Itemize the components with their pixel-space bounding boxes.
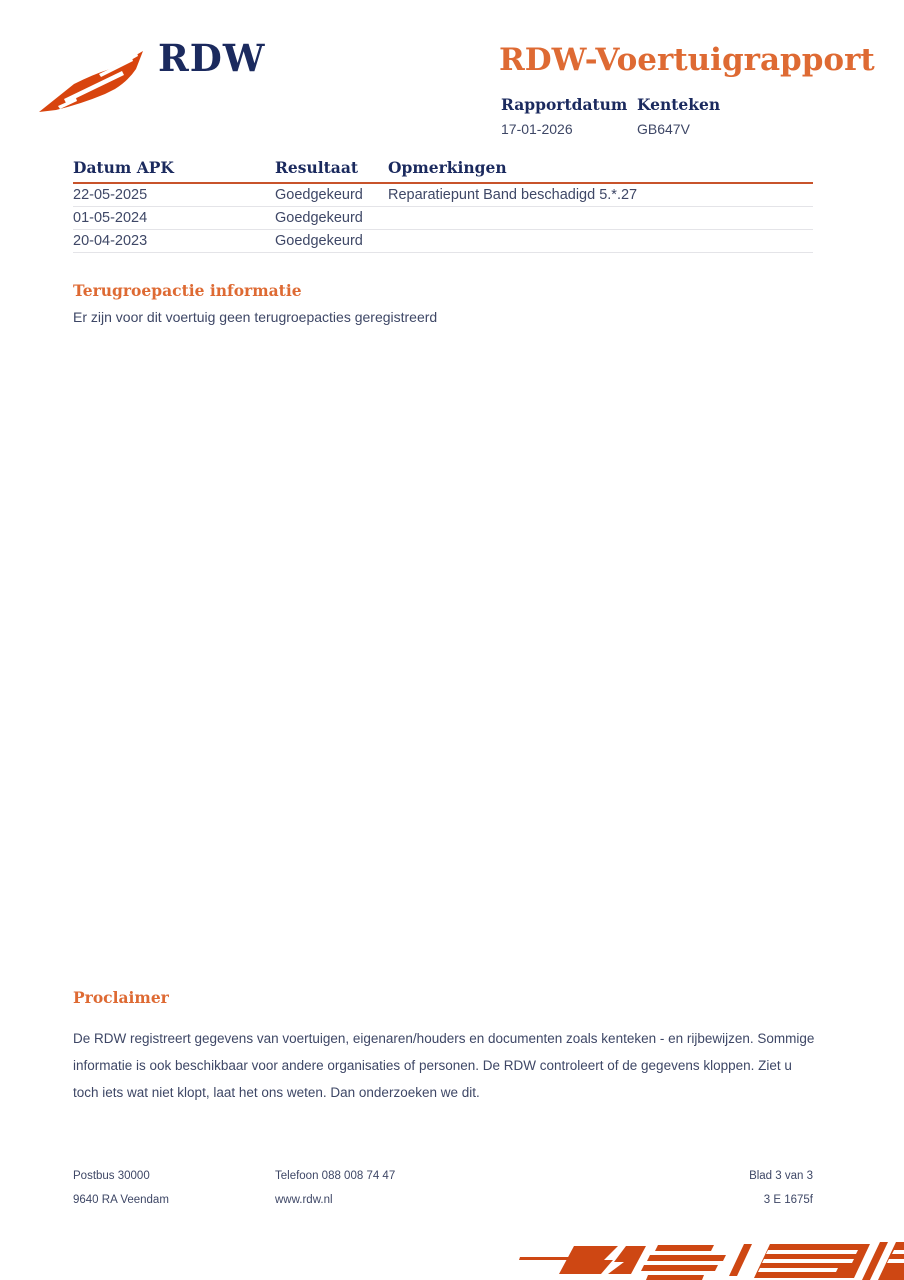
cell-opmerkingen: Reparatiepunt Band beschadigd 5.*.27 [388,187,638,203]
cell-datum: 20-04-2023 [73,233,148,249]
table-row [73,230,813,253]
footer-website: www.rdw.nl [275,1194,333,1206]
proclaimer-heading: Proclaimer [73,988,169,1007]
feather-stripes-graphic-icon [518,1238,904,1280]
proclaimer-text: De RDW registreert gegevens van voertuigen, eigenaren/houders en documenten zoals kenteken - en rijbewijzen. Sommige informatie is ook beschikbaar voor andere organisaties of personen. De RDW controleert of de gegevens kloppen. Ziet u toch iets wat niet klopt, laat het ons weten. Dan onderzoeken we dit. [73,1031,815,1100]
footer-address-line2: 9640 RA Veendam [73,1194,169,1206]
report-date-value: 17-01-2026 [501,121,573,137]
cell-datum: 01-05-2024 [73,210,148,226]
apk-history-table [73,158,813,253]
column-header-opmerkingen: Opmerkingen [388,158,507,177]
table-row [73,207,813,230]
proclaimer-section [73,988,815,1106]
license-plate-label: Kenteken [637,95,721,114]
footer-doc-code: 3 E 1675f [763,1194,813,1206]
report-meta [501,95,720,137]
cell-resultaat: Goedgekeurd [275,210,363,226]
page-title: RDW-Voertuigrapport [499,42,875,78]
rdw-feather-logo-icon [36,48,152,118]
cell-resultaat: Goedgekeurd [275,233,363,249]
cell-opmerkingen [388,233,813,248]
license-plate-value: GB647V [637,121,690,137]
footer-row [73,1170,813,1194]
recall-text: Er zijn voor dit voertuig geen terugroepacties geregistreerd [73,309,438,325]
footer-phone: Telefoon 088 008 74 47 [275,1170,396,1182]
rdw-wordmark: RDW [158,36,266,80]
cell-datum: 22-05-2025 [73,187,148,203]
table-row [73,184,813,207]
table-header-row [73,158,813,184]
column-header-datum-apk: Datum APK [73,158,174,177]
recall-heading: Terugroepactie informatie [73,281,302,300]
footer-page-info: Blad 3 van 3 [749,1170,813,1182]
footer-row [73,1194,813,1218]
cell-opmerkingen [388,210,813,225]
column-header-resultaat: Resultaat [275,158,359,177]
license-plate-block [637,95,720,137]
recall-section [73,281,813,325]
footer-address-line1: Postbus 30000 [73,1170,150,1182]
report-date-label: Rapportdatum [501,95,628,114]
page-footer [73,1170,813,1218]
cell-resultaat: Goedgekeurd [275,187,363,203]
report-date-block [501,95,637,137]
